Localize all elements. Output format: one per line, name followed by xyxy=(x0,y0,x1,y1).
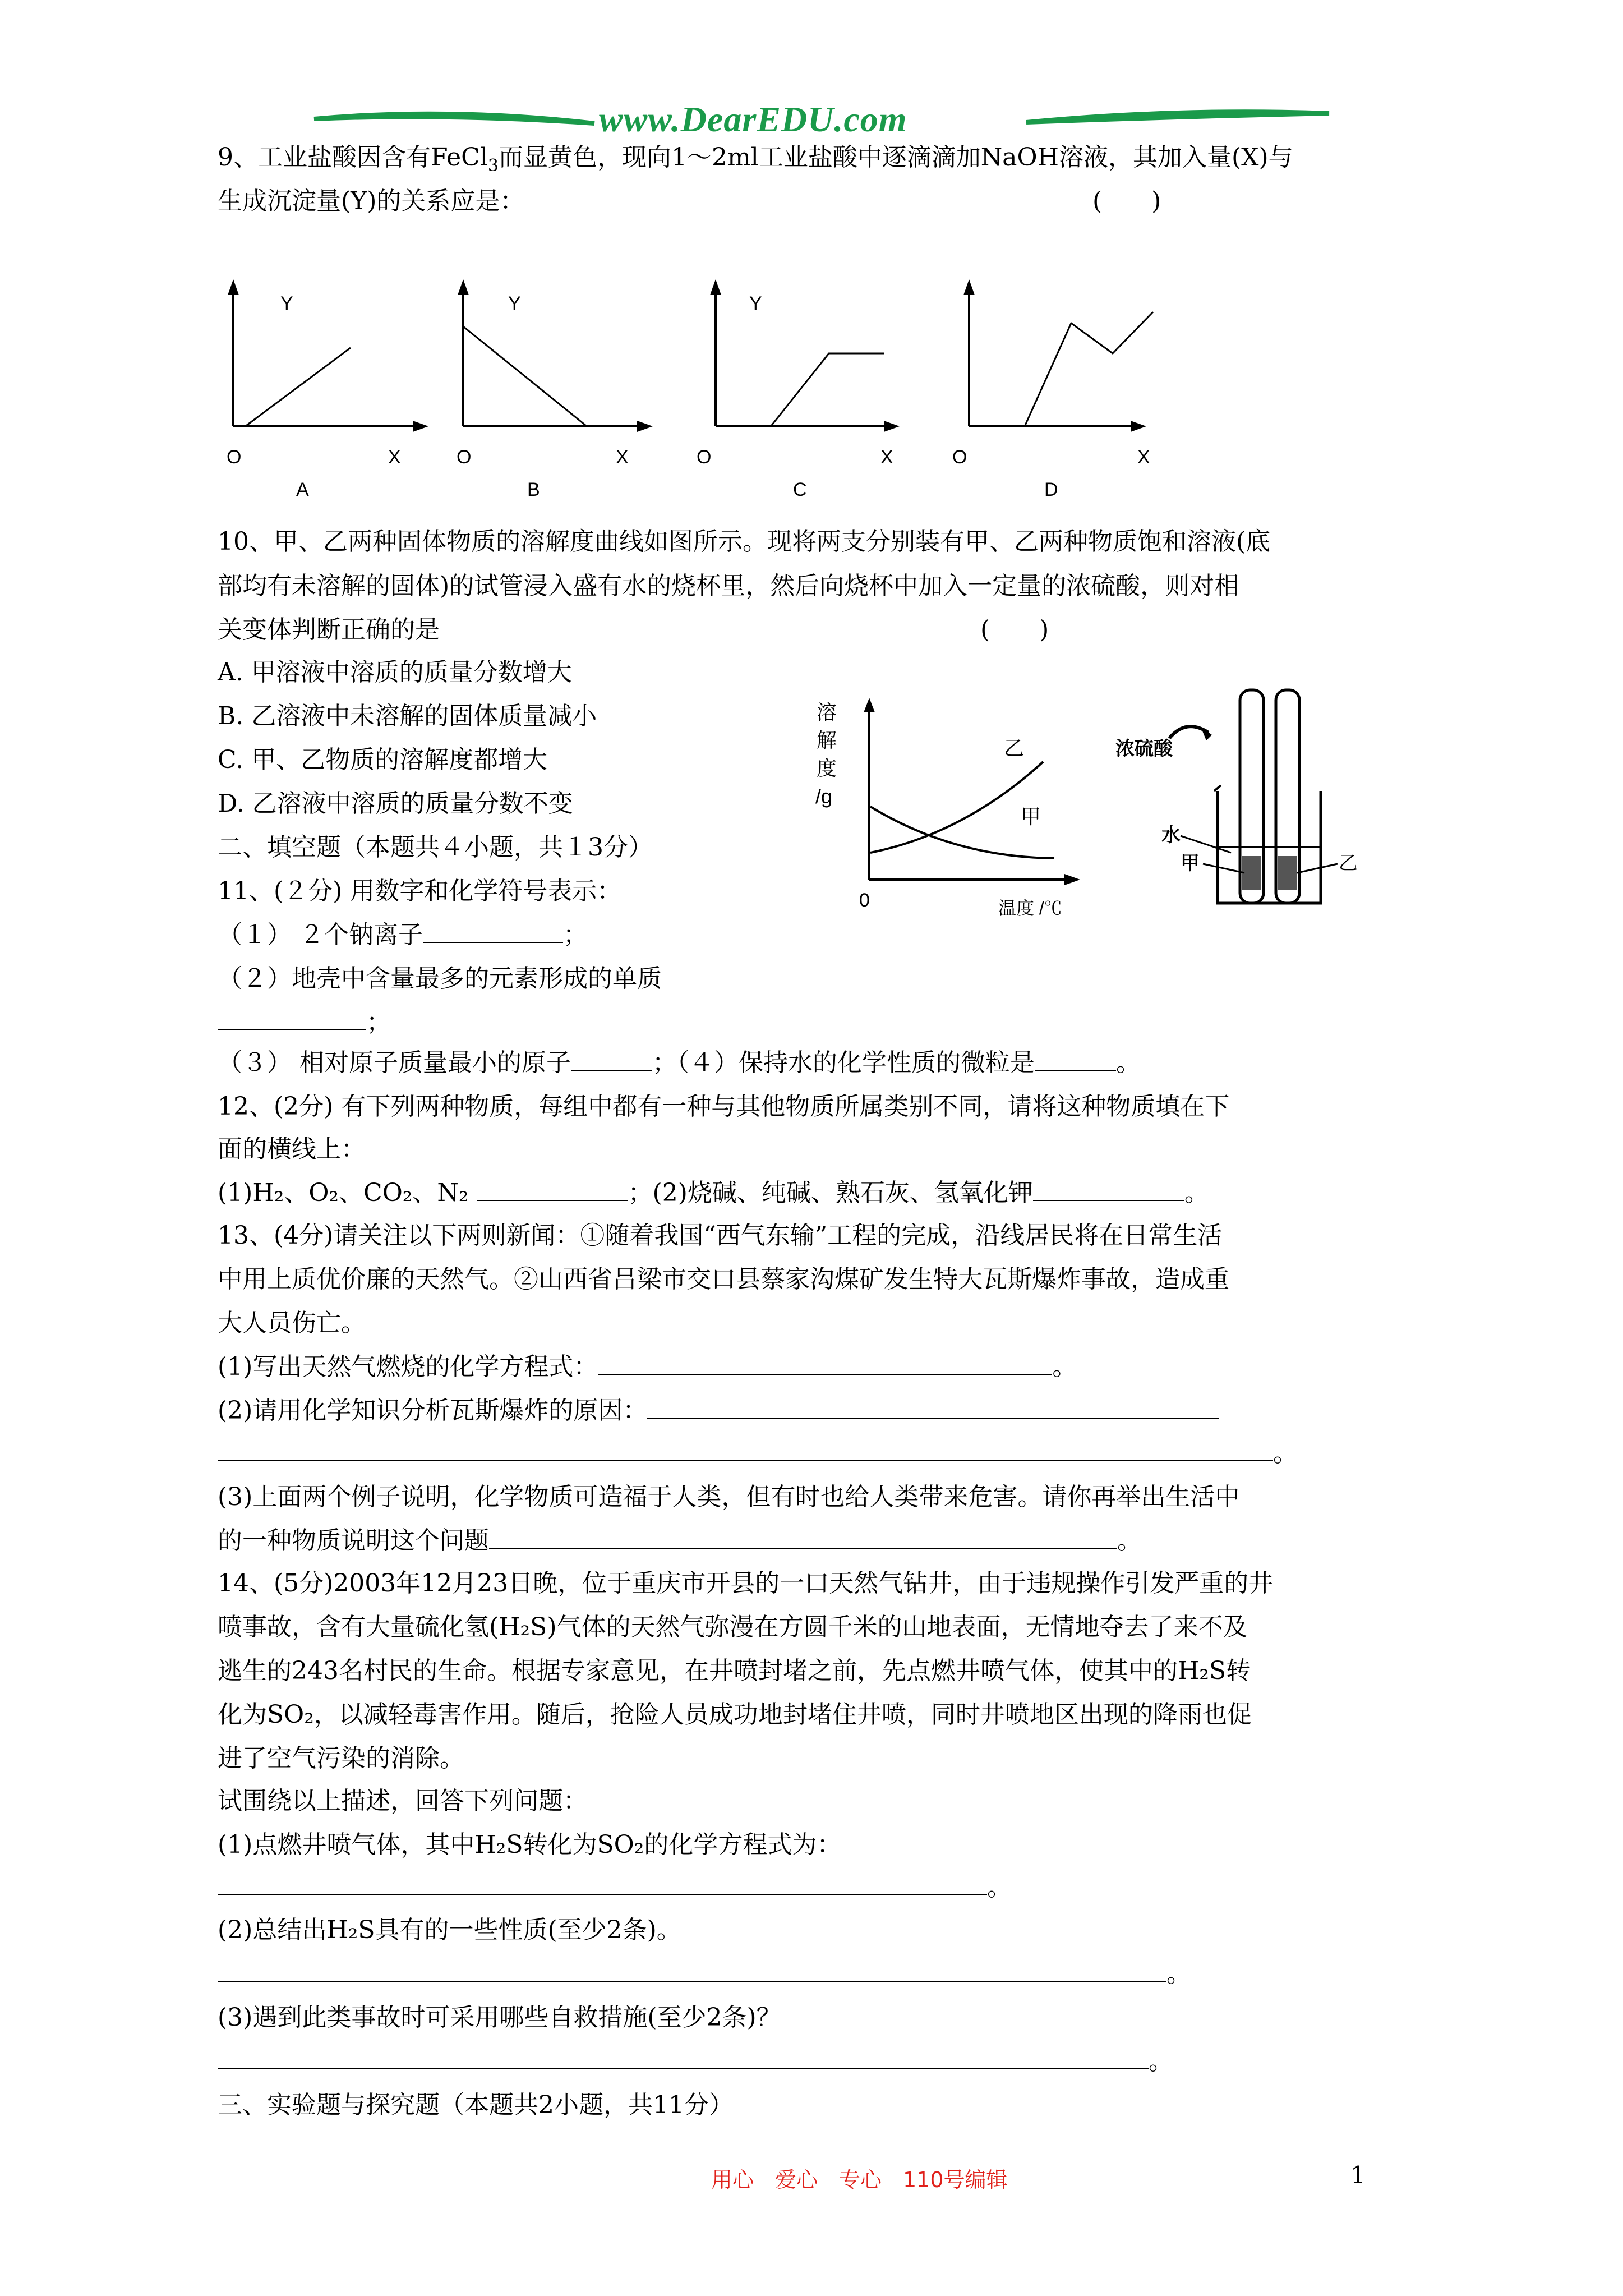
q9-text-a: 9、工业盐酸因含有FeCl xyxy=(218,143,488,172)
q13-sub2-blank2[interactable] xyxy=(218,1440,1273,1461)
q13-sub3-line2 xyxy=(218,1525,1142,1557)
beaker-yi-label: 乙 xyxy=(1339,853,1358,874)
q12-mid: ；(2)烧碱、纯碱、熟石灰、氢氧化钾 xyxy=(628,1179,1033,1207)
graph-c-x-label: X xyxy=(880,447,893,468)
q11-item2-blank[interactable] xyxy=(218,1009,366,1030)
q10-option-d: D. 乙溶液中溶质的质量分数不变 xyxy=(218,789,573,818)
beaker-water-label: 水 xyxy=(1161,825,1181,846)
q14-sub1-answer xyxy=(218,1871,1012,1904)
graph-d-letter: D xyxy=(1044,479,1058,500)
graph-b-x-label: X xyxy=(616,447,629,468)
q11-item1-end: ； xyxy=(563,921,588,949)
acid-arrow-head xyxy=(1201,727,1212,740)
solubility-y-label-4: /g xyxy=(815,785,833,808)
q11-item2-answer xyxy=(218,1006,391,1039)
q13-line1: 13、(4分)请关注以下两则新闻：①随着我国“西气东输”工程的完成，沿线居民将在日常生活 xyxy=(218,1221,1223,1250)
q14-line4: 化为SO₂，以减轻毒害作用。随后，抢险人员成功地封堵住井喷，同时井喷地区出现的降雨也促 xyxy=(218,1700,1252,1729)
q13-sub1-blank[interactable] xyxy=(598,1354,1052,1375)
q12-line1: 12、(2分) 有下列两种物质，每组中都有一种与其他物质所属类别不同，请将这种物质填在下 xyxy=(218,1092,1230,1121)
graph-a-x-arrow xyxy=(413,421,428,432)
page-footer: 用心 爱心 专心 110号编辑 xyxy=(711,2168,1008,2192)
graph-a-x-label: X xyxy=(388,447,401,468)
curve-jia-label: 甲 xyxy=(1021,805,1041,828)
q9-answer-paren: ( ) xyxy=(1092,187,1161,215)
q9-subscript: 3 xyxy=(487,156,499,176)
q13-sub1 xyxy=(218,1351,1077,1383)
q10-line3: 关变体判断正确的是 xyxy=(218,615,440,644)
q11-item1-text: （１） ２个钠离子 xyxy=(218,921,423,949)
q13-sub2-text: (2)请用化学知识分析瓦斯爆炸的原因： xyxy=(218,1396,648,1425)
tube-left-solution xyxy=(1242,856,1261,890)
q14-sub1-blank[interactable] xyxy=(218,1874,987,1895)
curve-yi-label: 乙 xyxy=(1004,737,1025,760)
graph-c-y-arrow xyxy=(710,279,721,295)
q9-line1 xyxy=(218,141,1293,182)
solubility-x-arrow xyxy=(1064,874,1080,885)
site-brand[interactable]: www.DearEDU.com xyxy=(599,99,907,139)
q13-sub2-end: 。 xyxy=(1273,1439,1298,1467)
q9-line2: 生成沉淀量(Y)的关系应是： xyxy=(218,187,525,215)
q9-graphs xyxy=(213,275,1200,510)
graph-d-x-label: X xyxy=(1137,447,1150,468)
q13-sub3-line1: (3)上面两个例子说明，化学物质可造福于人类，但有时也给人类带来危害。请你再举出生活中 xyxy=(218,1483,1240,1511)
yi-pointer xyxy=(1297,864,1338,873)
q11-item3-blank[interactable] xyxy=(571,1050,652,1071)
q12-blank1[interactable] xyxy=(477,1180,628,1201)
acid-arrow xyxy=(1169,726,1209,738)
q11-item3 xyxy=(218,1047,1141,1079)
q13-line2: 中用上质优价廉的天然气。②山西省吕梁市交口县蔡家沟煤矿发生特大瓦斯爆炸事故，造成重 xyxy=(218,1265,1229,1294)
graph-b-letter: B xyxy=(527,479,540,500)
q11-item3-text: （３） 相对原子质量最小的原子 xyxy=(218,1048,571,1077)
solubility-origin: 0 xyxy=(859,890,870,911)
q11-item4-blank[interactable] xyxy=(1035,1050,1116,1071)
graph-a-origin: O xyxy=(227,447,242,468)
curve-yi xyxy=(870,762,1043,853)
solubility-y-label-1: 溶 xyxy=(817,701,837,724)
q14-sub2-period: 。 xyxy=(1166,1959,1191,1988)
graph-a-curve xyxy=(247,348,351,425)
tube-right-solution xyxy=(1278,856,1297,890)
graph-c xyxy=(697,279,900,500)
graph-a-letter: A xyxy=(296,479,309,500)
solubility-x-label: 温度 /℃ xyxy=(998,898,1062,918)
beaker-rim xyxy=(1214,785,1221,791)
graph-c-origin: O xyxy=(697,447,712,468)
graph-b-y-label: Y xyxy=(508,293,521,314)
graph-b-x-arrow xyxy=(637,421,653,432)
q14-sub2-blank[interactable] xyxy=(218,1961,1166,1982)
q10-option-b: B. 乙溶液中未溶解的固体质量减小 xyxy=(218,702,597,730)
graph-d-curve xyxy=(1025,312,1153,425)
q12-line3 xyxy=(218,1177,1209,1209)
q14-sub3: (3)遇到此类事故时可采用哪些自救措施(至少2条)？ xyxy=(218,2003,781,2032)
q10-option-c: C. 甲、乙物质的溶解度都增大 xyxy=(218,746,548,774)
q12-blank2[interactable] xyxy=(1033,1180,1184,1201)
q10-line1: 10、甲、乙两种固体物质的溶解度曲线如图所示。现将两支分别装有甲、乙两种物质饱和溶液(底 xyxy=(218,527,1271,556)
graph-b-curve xyxy=(463,326,585,425)
banner-swoosh-right xyxy=(1026,112,1329,122)
solubility-y-label-2: 解 xyxy=(817,729,837,752)
water-pointer xyxy=(1181,836,1231,853)
banner-swoosh-left xyxy=(314,114,594,123)
graph-c-y-label: Y xyxy=(749,293,762,314)
q11-item3-end: 。 xyxy=(1116,1048,1141,1077)
q10-beaker-figure xyxy=(1108,679,1399,948)
q10-line2: 部均有未溶解的固体)的试管浸入盛有水的烧杯里，然后向烧杯中加入一定量的浓硫酸，则对相 xyxy=(218,572,1239,600)
q14-line6: 试围绕以上描述，回答下列问题： xyxy=(218,1787,588,1815)
q13-sub2-cont xyxy=(218,1437,1298,1470)
page-number: 1 xyxy=(1350,2161,1366,2189)
q14-sub3-period: 。 xyxy=(1149,2047,1173,2076)
beaker-acid-label: 浓硫酸 xyxy=(1115,738,1173,760)
graph-d xyxy=(952,279,1153,500)
graph-b xyxy=(457,279,653,500)
q11-item1-blank[interactable] xyxy=(423,922,563,943)
q12-part1: (1)H₂、O₂、CO₂、N₂ xyxy=(218,1179,469,1207)
q14-line3: 逃生的243名村民的生命。根据专家意见，在井喷封堵之前，先点燃井喷气体，使其中的H₂S转 xyxy=(218,1657,1251,1685)
section2-title: 二、填空题（本题共４小题，共１3分） xyxy=(218,833,653,862)
q14-sub2: (2)总结出H₂S具有的一些性质(至少2条)。 xyxy=(218,1916,681,1944)
q9-text-b: 而显黄色，现向1～2ml工业盐酸中逐滴滴加NaOH溶液，其加入量(X)与 xyxy=(499,143,1293,172)
q13-sub3-blank[interactable] xyxy=(489,1527,1117,1549)
q11-item2-end: ； xyxy=(366,1008,391,1037)
q10-solubility-figure xyxy=(808,694,1099,930)
q14-sub3-blank[interactable] xyxy=(218,2048,1149,2069)
jia-pointer xyxy=(1203,864,1244,873)
q12-line2: 面的横线上： xyxy=(218,1135,366,1163)
graph-d-origin: O xyxy=(952,447,967,468)
q13-sub1-end: 。 xyxy=(1052,1352,1077,1381)
q13-sub2 xyxy=(218,1395,1219,1427)
q10-answer-paren: ( ) xyxy=(980,615,1049,644)
section3-title: 三、实验题与探究题（本题共2小题，共11分） xyxy=(218,2091,734,2119)
q10-option-a: A. 甲溶液中溶质的质量分数增大 xyxy=(218,658,572,687)
graph-b-origin: O xyxy=(457,447,472,468)
graph-b-y-arrow xyxy=(458,279,469,295)
graph-a-y-arrow xyxy=(228,279,239,295)
q13-sub1-text: (1)写出天然气燃烧的化学方程式： xyxy=(218,1352,598,1381)
q11-item2: （２）地壳中含量最多的元素形成的单质 xyxy=(218,964,662,993)
q14-sub3-answer xyxy=(218,2045,1173,2078)
solubility-y-arrow xyxy=(864,698,875,712)
q11-item3-mid: ；（４）保持水的化学性质的微粒是 xyxy=(652,1048,1035,1077)
graph-c-letter: C xyxy=(793,479,807,500)
q14-sub2-answer xyxy=(218,1958,1191,1990)
graph-a-y-label: Y xyxy=(280,293,293,314)
graph-d-y-arrow xyxy=(963,279,975,295)
q14-line2: 喷事故，含有大量硫化氢(H₂S)气体的天然气弥漫在方圆千米的山地表面，无情地夺去了来不及 xyxy=(218,1613,1248,1641)
q14-sub1: (1)点燃井喷气体，其中H₂S转化为SO₂的化学方程式为： xyxy=(218,1830,842,1859)
q11-intro: 11、(２分) 用数字和化学符号表示： xyxy=(218,877,622,905)
q12-end: 。 xyxy=(1184,1179,1209,1207)
graph-c-curve xyxy=(772,353,884,425)
graph-c-x-arrow xyxy=(884,421,900,432)
q13-sub2-blank1[interactable] xyxy=(647,1397,1219,1419)
q13-sub3-end: 。 xyxy=(1117,1526,1142,1555)
q13-sub3-text: 的一种物质说明这个问题 xyxy=(218,1526,489,1555)
q14-sub1-period: 。 xyxy=(987,1873,1012,1902)
graph-d-x-arrow xyxy=(1131,421,1146,432)
solubility-y-label-3: 度 xyxy=(817,757,837,780)
beaker-jia-label: 甲 xyxy=(1181,853,1200,874)
q11-item1 xyxy=(218,919,588,951)
q14-line5: 进了空气污染的消除。 xyxy=(218,1744,464,1773)
graph-a xyxy=(227,279,428,500)
q14-line1: 14、(5分)2003年12月23日晚，位于重庆市开县的一口天然气钻井，由于违规操作引发严重的井 xyxy=(218,1569,1274,1598)
q13-line3: 大人员伤亡。 xyxy=(218,1309,366,1337)
